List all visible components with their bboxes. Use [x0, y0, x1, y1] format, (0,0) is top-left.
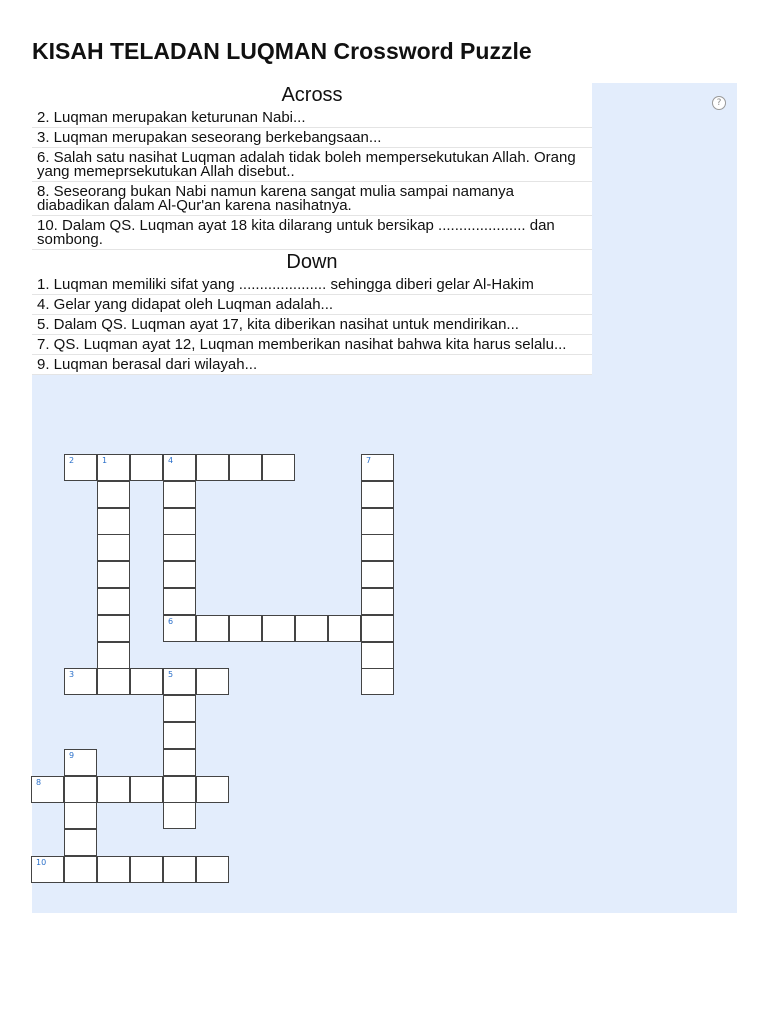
- grid-cell[interactable]: [97, 561, 130, 588]
- grid-cell[interactable]: [361, 481, 394, 508]
- across-clue[interactable]: 2. Luqman merupakan keturunan Nabi...: [32, 108, 592, 128]
- grid-cell[interactable]: [361, 642, 394, 669]
- clue-number: 10: [36, 858, 47, 867]
- grid-cell[interactable]: [97, 668, 130, 695]
- grid-cell[interactable]: [97, 776, 130, 803]
- grid-cell[interactable]: [361, 454, 394, 481]
- across-clue[interactable]: 8. Seseorang bukan Nabi namun karena sangat mulia sampai namanya diabadikan dalam Al-Qur'an karena nasihatnya.: [32, 182, 592, 216]
- grid-cell[interactable]: [163, 534, 196, 561]
- grid-cell[interactable]: [163, 776, 196, 803]
- across-clue[interactable]: 6. Salah satu nasihat Luqman adalah tidak boleh mempersekutukan Allah. Orang yang memeprsekutukan Allah disebut..: [32, 148, 592, 182]
- grid-cell[interactable]: [163, 856, 196, 883]
- grid-cell[interactable]: [97, 615, 130, 642]
- grid-cell[interactable]: [163, 668, 196, 695]
- grid-cell[interactable]: [163, 615, 196, 642]
- grid-cell[interactable]: [163, 561, 196, 588]
- down-clue[interactable]: 5. Dalam QS. Luqman ayat 17, kita diberikan nasihat untuk mendirikan...: [32, 315, 592, 335]
- grid-cell[interactable]: [163, 722, 196, 749]
- question-icon[interactable]: ?: [712, 96, 726, 110]
- grid-cell[interactable]: [64, 802, 97, 829]
- grid-cell[interactable]: [163, 749, 196, 776]
- page-title: KISAH TELADAN LUQMAN Crossword Puzzle: [32, 38, 532, 64]
- grid-cell[interactable]: [262, 454, 295, 481]
- across-clue[interactable]: 10. Dalam QS. Luqman ayat 18 kita dilarang untuk bersikap ..................... dan sombong.: [32, 216, 592, 250]
- grid-cell[interactable]: [196, 856, 229, 883]
- grid-cell[interactable]: [130, 856, 163, 883]
- grid-cell[interactable]: [64, 856, 97, 883]
- grid-cell[interactable]: [97, 642, 130, 669]
- grid-cell[interactable]: [97, 534, 130, 561]
- grid-cell[interactable]: [196, 776, 229, 803]
- grid-cell[interactable]: [163, 695, 196, 722]
- clue-number: 4: [168, 456, 174, 465]
- grid-cell[interactable]: [163, 588, 196, 615]
- down-clue[interactable]: 7. QS. Luqman ayat 12, Luqman memberikan nasihat bahwa kita harus selalu...: [32, 335, 592, 355]
- grid-cell[interactable]: [130, 668, 163, 695]
- down-clue[interactable]: 1. Luqman memiliki sifat yang ..................... sehingga diberi gelar Al-Hakim: [32, 275, 592, 295]
- grid-cell[interactable]: [361, 615, 394, 642]
- clue-number: 2: [69, 456, 75, 465]
- clue-list: [32, 83, 592, 375]
- clue-number: 9: [69, 750, 75, 760]
- across-clue[interactable]: 3. Luqman merupakan seseorang berkebangsaan...: [32, 128, 592, 148]
- clue-number: 6: [168, 616, 174, 626]
- grid-cell[interactable]: [163, 802, 196, 829]
- grid-cell[interactable]: [97, 508, 130, 535]
- grid-cell[interactable]: [97, 588, 130, 615]
- clue-number: 8: [36, 777, 42, 787]
- grid-cell[interactable]: [361, 561, 394, 588]
- grid-cell[interactable]: [361, 534, 394, 561]
- grid-cell[interactable]: [64, 829, 97, 856]
- grid-cell[interactable]: [64, 749, 97, 776]
- grid-cell[interactable]: [64, 668, 97, 695]
- grid-cell[interactable]: [64, 454, 97, 481]
- grid-cell[interactable]: [229, 615, 262, 642]
- grid-cell[interactable]: [196, 454, 229, 481]
- grid-cell[interactable]: [328, 615, 361, 642]
- grid-cell[interactable]: [31, 856, 64, 883]
- grid-cell[interactable]: [361, 508, 394, 535]
- grid-cell[interactable]: [64, 776, 97, 803]
- grid-cell[interactable]: [97, 481, 130, 508]
- grid-cell[interactable]: [97, 856, 130, 883]
- down-clue[interactable]: 4. Gelar yang didapat oleh Luqman adalah...: [32, 295, 592, 315]
- clue-number: 1: [102, 456, 108, 465]
- grid-cell[interactable]: [31, 776, 64, 803]
- grid-cell[interactable]: [295, 615, 328, 642]
- grid-cell[interactable]: [130, 776, 163, 803]
- clue-number: 5: [168, 670, 174, 680]
- grid-cell[interactable]: [163, 454, 196, 481]
- down-heading: Down: [286, 251, 338, 273]
- grid-cell[interactable]: [163, 508, 196, 535]
- across-heading: Across: [281, 84, 343, 106]
- grid-cell[interactable]: [196, 668, 229, 695]
- grid-cell[interactable]: [361, 668, 394, 695]
- grid-cell[interactable]: [97, 454, 130, 481]
- clue-number: 7: [366, 456, 372, 465]
- grid-cell[interactable]: [163, 481, 196, 508]
- grid-cell[interactable]: [229, 454, 262, 481]
- grid-cell[interactable]: [361, 588, 394, 615]
- clue-number: 3: [69, 670, 75, 680]
- down-clue[interactable]: 9. Luqman berasal dari wilayah...: [32, 355, 592, 375]
- grid-cell[interactable]: [196, 615, 229, 642]
- grid-cell[interactable]: [262, 615, 295, 642]
- grid-cell[interactable]: [130, 454, 163, 481]
